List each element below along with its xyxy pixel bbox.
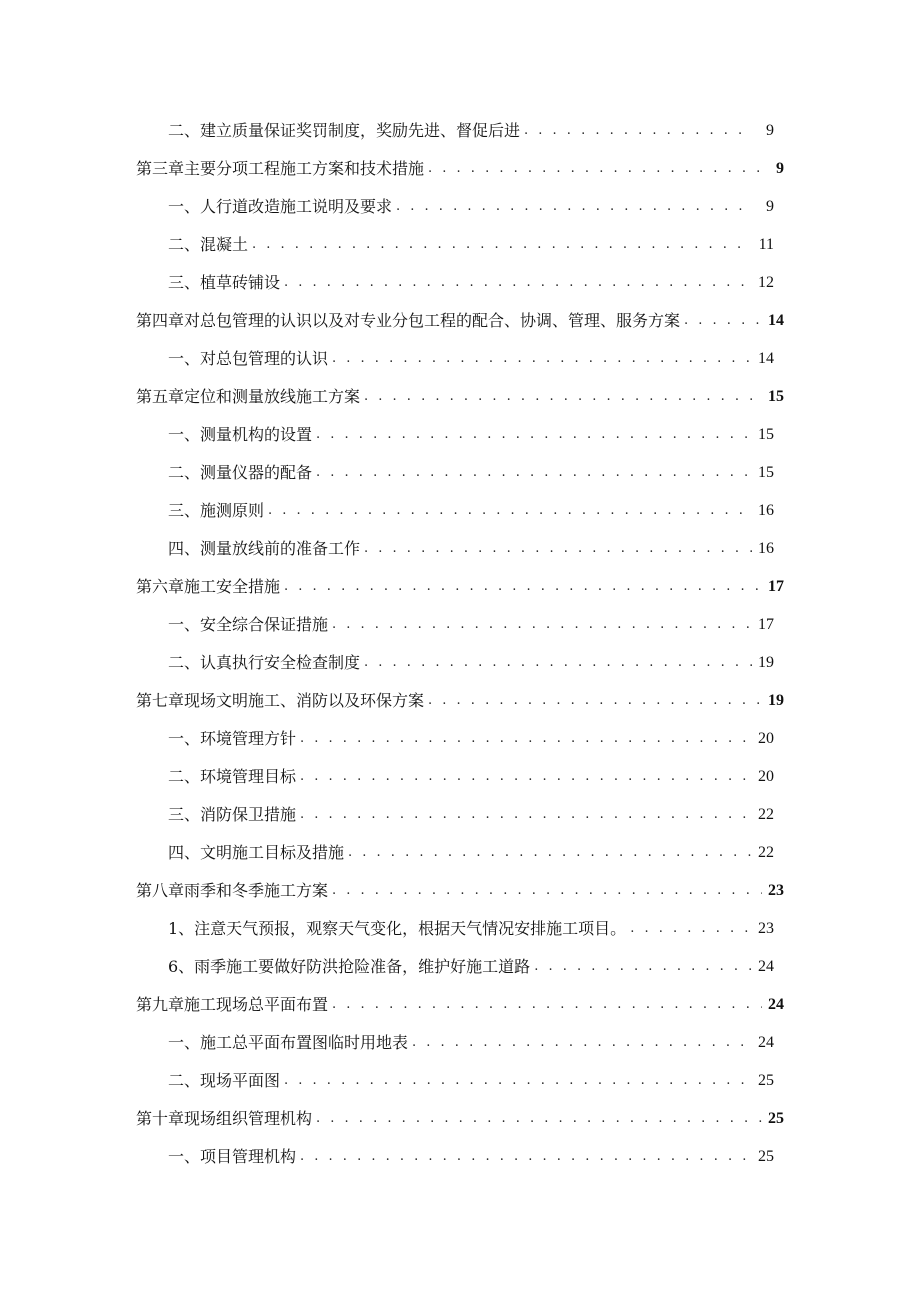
toc-entry-title: 四、文明施工目标及措施 [168, 843, 345, 862]
toc-entry-title: 第十章现场组织管理机构 [136, 1109, 313, 1128]
toc-chapter-entry[interactable] [0, 1100, 784, 1138]
dot-leader [332, 986, 762, 1024]
dot-leader [300, 796, 752, 834]
toc-page-number: 9 [766, 198, 774, 215]
dot-leader [332, 872, 762, 910]
toc-section-entry[interactable] [0, 112, 774, 150]
toc-section-entry[interactable] [0, 416, 774, 454]
toc-entry-title: 二、认真执行安全检查制度 [168, 653, 361, 672]
toc-page-number: 14 [758, 350, 774, 367]
toc-page-number: 12 [758, 274, 774, 291]
toc-section-entry[interactable] [0, 834, 774, 872]
toc-section-entry[interactable] [0, 226, 774, 264]
dot-leader [412, 1024, 752, 1062]
dot-leader [332, 340, 752, 378]
toc-chapter-entry[interactable] [0, 150, 784, 188]
toc-entry-title: 第四章对总包管理的认识以及对专业分包工程的配合、协调、管理、服务方案 [136, 311, 681, 330]
dot-leader [348, 834, 752, 872]
dot-leader [524, 112, 752, 150]
toc-entry-title: 第七章现场文明施工、消防以及环保方案 [136, 691, 425, 710]
toc-chapter-entry[interactable] [0, 872, 784, 910]
toc-page-number: 22 [758, 844, 774, 861]
dot-leader [316, 416, 752, 454]
toc-section-entry[interactable] [0, 340, 774, 378]
dot-leader [630, 910, 752, 948]
toc-chapter-entry[interactable] [0, 378, 784, 416]
toc-page-number: 17 [768, 578, 784, 595]
toc-page-number: 20 [758, 768, 774, 785]
dot-leader [364, 530, 752, 568]
toc-chapter-entry[interactable] [0, 682, 784, 720]
toc-entry-title: 1、注意天气预报，观察天气变化，根据天气情况安排施工项目。 [168, 919, 627, 938]
dot-leader [534, 948, 752, 986]
toc-page-number: 19 [768, 692, 784, 709]
toc-entry-title: 第九章施工现场总平面布置 [136, 995, 329, 1014]
toc-section-entry[interactable] [0, 720, 774, 758]
toc-section-entry[interactable] [0, 910, 774, 948]
toc-page-number: 24 [768, 996, 784, 1013]
dot-leader [396, 188, 752, 226]
toc-page-number: 9 [776, 160, 784, 177]
toc-entry-title: 三、消防保卫措施 [168, 805, 297, 824]
toc-entry-title: 二、环境管理目标 [168, 767, 297, 786]
toc-chapter-entry[interactable] [0, 568, 784, 606]
toc-page-number: 9 [766, 122, 774, 139]
toc-entry-title: 一、环境管理方针 [168, 729, 297, 748]
toc-section-entry[interactable] [0, 454, 774, 492]
toc-chapter-entry[interactable] [0, 302, 784, 340]
dot-leader [300, 720, 752, 758]
dot-leader [684, 302, 762, 340]
toc-entry-title: 四、测量放线前的准备工作 [168, 539, 361, 558]
toc-section-entry[interactable] [0, 492, 774, 530]
toc-page-number: 20 [758, 730, 774, 747]
toc-entry-title: 三、施测原则 [168, 501, 265, 520]
toc-page-number: 25 [758, 1148, 774, 1165]
toc-page-number: 23 [768, 882, 784, 899]
toc-entry-title: 二、测量仪器的配备 [168, 463, 313, 482]
dot-leader [316, 1100, 762, 1138]
toc-section-entry[interactable] [0, 758, 774, 796]
toc-section-entry[interactable] [0, 1062, 774, 1100]
toc-entry-title: 6、雨季施工要做好防洪抢险准备，维护好施工道路 [168, 957, 531, 976]
dot-leader [428, 150, 762, 188]
toc-chapter-entry[interactable] [0, 986, 784, 1024]
dot-leader [316, 454, 752, 492]
toc-page-number: 15 [758, 426, 774, 443]
dot-leader [364, 644, 752, 682]
toc-entry-title: 第八章雨季和冬季施工方案 [136, 881, 329, 900]
toc-entry-title: 第五章定位和测量放线施工方案 [136, 387, 361, 406]
toc-entry-title: 二、混凝土 [168, 235, 249, 254]
toc-page-number: 15 [768, 388, 784, 405]
toc-page-number: 14 [768, 312, 784, 329]
toc-entry-title: 一、人行道改造施工说明及要求 [168, 197, 393, 216]
toc-section-entry[interactable] [0, 1024, 774, 1062]
toc-section-entry[interactable] [0, 644, 774, 682]
toc-entry-title: 第三章主要分项工程施工方案和技术措施 [136, 159, 425, 178]
table-of-contents [0, 112, 920, 1176]
toc-section-entry[interactable] [0, 188, 774, 226]
toc-page-number: 15 [758, 464, 774, 481]
toc-page-number: 19 [758, 654, 774, 671]
toc-section-entry[interactable] [0, 948, 774, 986]
toc-entry-title: 三、植草砖铺设 [168, 273, 281, 292]
toc-page-number: 22 [758, 806, 774, 823]
toc-entry-title: 一、安全综合保证措施 [168, 615, 329, 634]
toc-page-number: 25 [768, 1110, 784, 1127]
toc-page-number: 11 [758, 236, 774, 253]
dot-leader [284, 568, 762, 606]
toc-page-number: 16 [758, 502, 774, 519]
toc-section-entry[interactable] [0, 606, 774, 644]
toc-entry-title: 第六章施工安全措施 [136, 577, 281, 596]
toc-page-number: 25 [758, 1072, 774, 1089]
toc-page-number: 16 [758, 540, 774, 557]
dot-leader [300, 758, 752, 796]
toc-page-number: 23 [758, 920, 774, 937]
toc-entry-title: 二、现场平面图 [168, 1071, 281, 1090]
toc-section-entry[interactable] [0, 530, 774, 568]
toc-entry-title: 一、项目管理机构 [168, 1147, 297, 1166]
toc-entry-title: 一、施工总平面布置图临时用地表 [168, 1033, 409, 1052]
toc-section-entry[interactable] [0, 1138, 774, 1176]
toc-entry-title: 二、建立质量保证奖罚制度，奖励先进、督促后进 [168, 121, 521, 140]
dot-leader [332, 606, 752, 644]
dot-leader [300, 1138, 752, 1176]
dot-leader [364, 378, 762, 416]
toc-page-number: 17 [758, 616, 774, 633]
dot-leader [428, 682, 762, 720]
toc-page-number: 24 [758, 958, 774, 975]
dot-leader [268, 492, 752, 530]
toc-section-entry[interactable] [0, 264, 774, 302]
dot-leader [252, 226, 752, 264]
toc-section-entry[interactable] [0, 796, 774, 834]
toc-entry-title: 一、测量机构的设置 [168, 425, 313, 444]
dot-leader [284, 1062, 752, 1100]
toc-page-number: 24 [758, 1034, 774, 1051]
dot-leader [284, 264, 752, 302]
toc-entry-title: 一、对总包管理的认识 [168, 349, 329, 368]
